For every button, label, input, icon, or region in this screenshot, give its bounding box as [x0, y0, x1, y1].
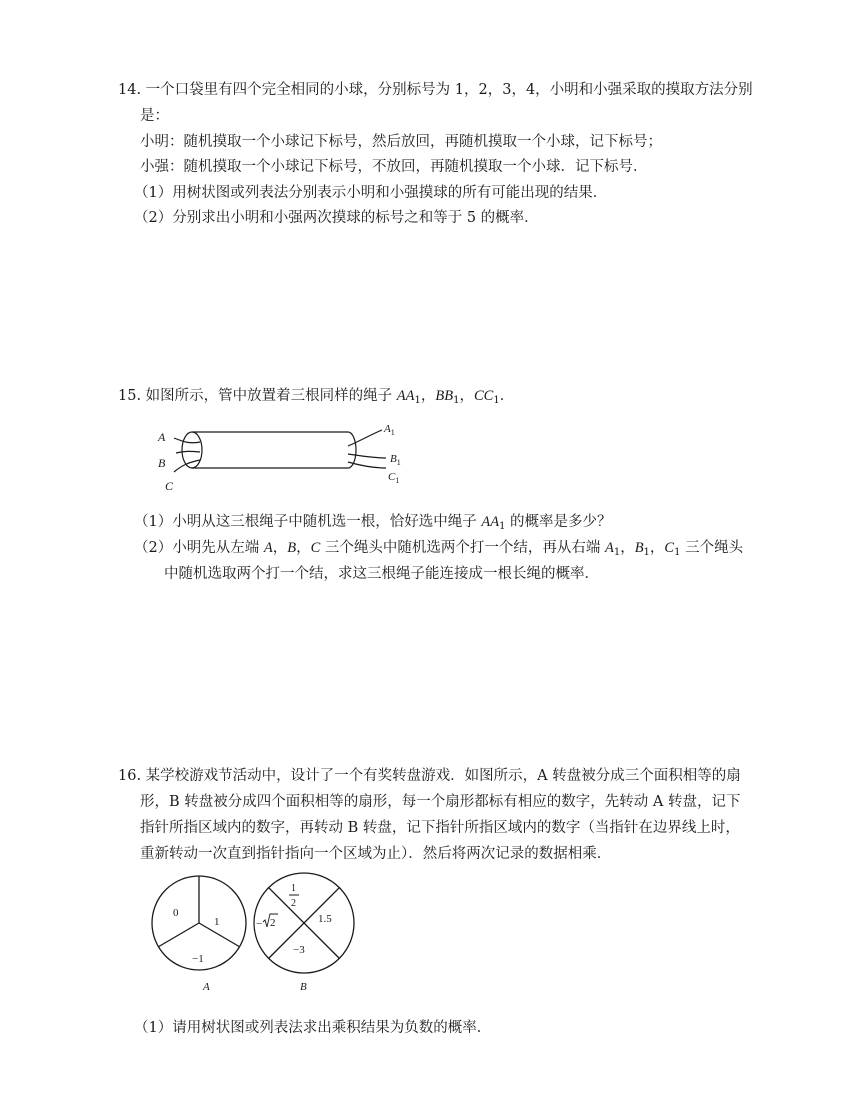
q16-line-4: 重新转动一次直到指针指向一个区域为止）．然后将两次记录的数据相乘．	[140, 846, 612, 862]
q14-xiaoqiang-method: 小强：随机摸取一个小球记下标号，不放回，再随机摸取一个小球．记下标号．	[140, 159, 648, 175]
spinner-a-sector-1: 1	[214, 916, 220, 928]
q16-part-1: （1）请用树状图或列表法求出乘积结果为负数的概率．	[134, 1020, 492, 1036]
spinner-b-bottom: −3	[293, 944, 305, 956]
spinner-b-top-denominator: 2	[291, 898, 296, 909]
rope-label-c1: $C_1$	[388, 471, 400, 485]
rope-label-a1: $A_1$	[384, 423, 395, 437]
svg-text:−: −	[256, 918, 263, 930]
rope-label-c: C	[165, 479, 174, 493]
q14-part-1: （1）用树状图或列表法分别表示小明和小强摸球的所有可能出现的结果．	[134, 185, 608, 201]
spinner-b-top-numerator: 1	[291, 883, 296, 894]
svg-text:2: 2	[270, 917, 276, 929]
q15-part-1: （1）小明从这三根绳子中随机选一根，恰好选中绳子 $AA_1$ 的概率是多少？	[134, 514, 612, 532]
rope-label-a: A	[158, 430, 166, 444]
q14-xiaoming-method: 小明：随机摸取一个小球记下标号，然后放回，再随机摸取一个小球，记下标号；	[140, 134, 662, 150]
rope-tube-figure	[150, 418, 420, 498]
q16-line-1: 16. 某学校游戏节活动中，设计了一个有奖转盘游戏．如图所示，A 转盘被分成三个面积相等的扇	[118, 768, 741, 784]
q14-line-2: 是：	[140, 108, 169, 124]
q15-part-2-continued: 中随机选取两个打一个结，求这三根绳子能连接成一根长绳的概率．	[164, 566, 599, 582]
rope-label-b1: $B_1$	[390, 453, 401, 467]
spinner-figure	[145, 870, 370, 995]
rope-label-b: B	[158, 456, 166, 470]
q14-line-1: 14. 一个口袋里有四个完全相同的小球，分别标号为 1，2，3，4，小明和小强采取的摸取方法分别	[118, 82, 753, 98]
spinner-a-sector-0: 0	[173, 907, 179, 919]
q15-part-2: （2）小明先从左端 A，B，C 三个绳头中随机选两个打一个结，再从右端 $A_1$，$B_1$，$C_1$ 三个绳头	[134, 540, 744, 558]
q15-intro: 15. 如图所示，管中放置着三根同样的绳子 $AA_1$，$BB_1$，$CC_1$．	[118, 388, 515, 406]
q14-part-2: （2）分别求出小明和小强两次摸球的标号之和等于 5 的概率．	[134, 210, 539, 226]
spinner-b-label: B	[300, 981, 307, 993]
spinner-b-left	[256, 914, 278, 930]
q16-line-2: 形，B 转盘被分成四个面积相等的扇形，每一个扇形都标有相应的数字，先转动 A 转盘，记下	[140, 794, 741, 810]
spinner-b-right: 1.5	[318, 913, 332, 925]
spinner-a-sector-2: −1	[192, 953, 204, 965]
q16-line-3: 指针所指区域内的数字，再转动 B 转盘，记下指针所指区域内的数字（当指针在边界线上时，	[140, 820, 740, 836]
spinner-a-label: A	[203, 981, 210, 993]
